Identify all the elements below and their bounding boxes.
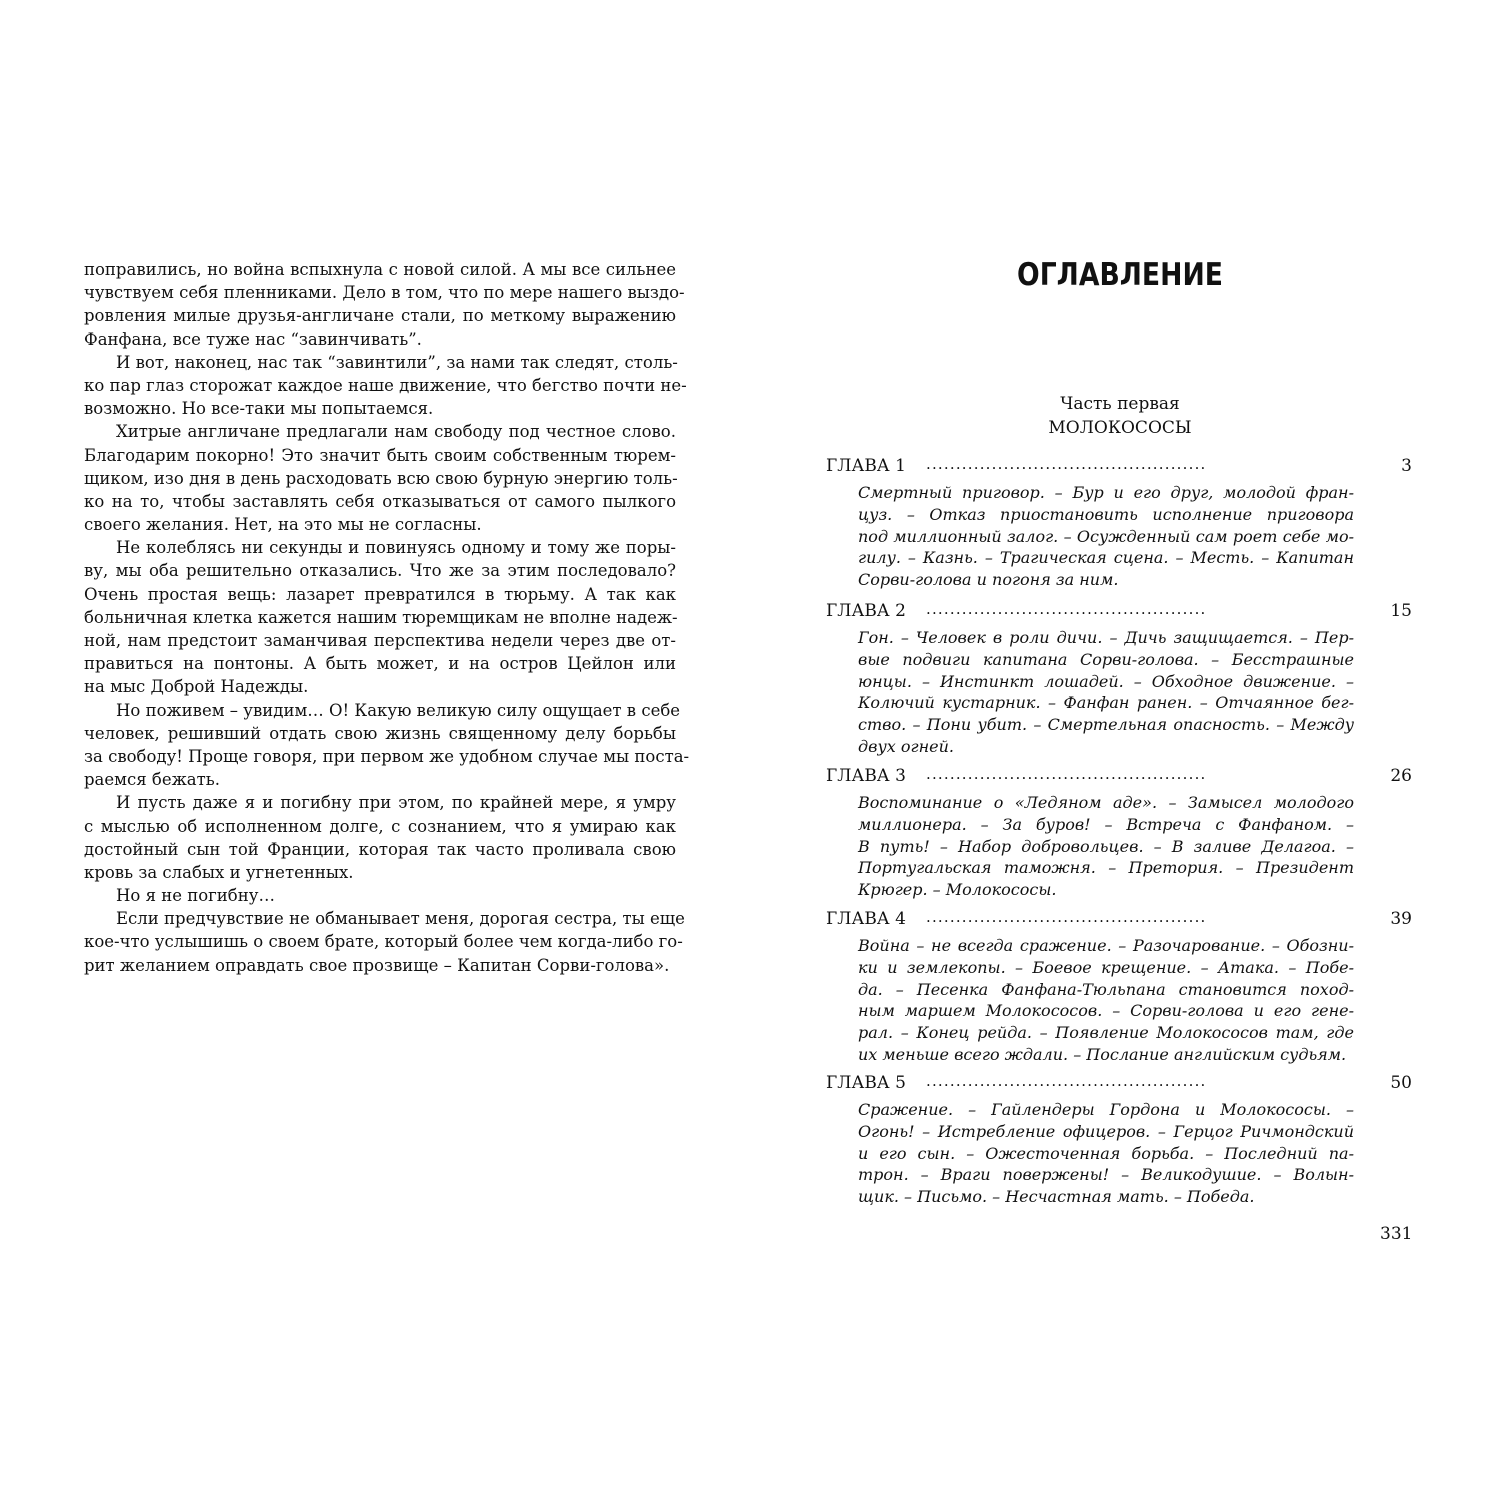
toc-chapter[interactable]: [826, 909, 1412, 1066]
summary-line: юнцы. – Инстинкт лошадей. – Обходное движение. –: [858, 671, 1354, 691]
summary-line: цуз. – Отказ приостановить исполнение приговора: [858, 504, 1354, 524]
text-line: ной, нам предстоит заманчивая перспектива недели через две от-: [84, 631, 676, 650]
text-line: Хитрые англичане предлагали нам свободу под честное слово.: [116, 422, 676, 442]
chapter-label: ГЛАВА 4: [826, 909, 906, 929]
text-line: щиком, изо дня в день расходовать всю свою бурную энергию толь-: [84, 468, 678, 488]
dot-leader: ...............................................: [926, 908, 1207, 926]
text-line: за свободу! Проще говоря, при первом же удобном случае мы поста-: [84, 746, 690, 766]
dot-leader: ...............................................: [926, 600, 1207, 618]
summary-line: да. – Песенка Фанфана-Тюльпана становится поход-: [858, 979, 1354, 999]
summary-line: Сражение. – Гайлендеры Гордона и Молокососы. –: [858, 1100, 1354, 1119]
chapter-heading[interactable]: [826, 766, 1412, 792]
text-line: человек, решивший отдать свою жизнь священному делу борьбы: [84, 723, 676, 743]
chapter-heading[interactable]: [826, 1073, 1412, 1099]
summary-line: Сорви-голова и погоня за ним.: [858, 570, 1119, 590]
chapter-summary: [858, 935, 1354, 1066]
chapter-summary: [858, 792, 1354, 901]
chapter-label: ГЛАВА 3: [826, 766, 906, 786]
summary-line: гилу. – Казнь. – Трагическая сцена. – Месть. – Капитан: [858, 548, 1354, 568]
toc-chapter[interactable]: [826, 1073, 1412, 1208]
chapter-summary: [858, 627, 1354, 758]
text-line: больничная клетка кажется нашим тюремщикам не вполне надеж-: [84, 607, 678, 627]
text-line: кровь за слабых и угнетенных.: [84, 862, 354, 882]
dot-leader: ...............................................: [926, 1072, 1207, 1090]
page-number: 331: [1380, 1224, 1413, 1244]
summary-line: ство. – Пони убит. – Смертельная опасность. – Между: [858, 715, 1354, 735]
chapter-page-number: 39: [1390, 909, 1412, 929]
text-line: рит желанием оправдать свое прозвище – Капитан Сорви-голова».: [84, 955, 670, 975]
summary-line: Смертный приговор. – Бур и его друг, молодой фран-: [858, 483, 1354, 502]
text-line: поправились, но война вспыхнула с новой силой. А мы все сильнее: [84, 260, 676, 279]
dot-leader: ...............................................: [926, 455, 1207, 473]
chapter-label: ГЛАВА 5: [826, 1073, 906, 1093]
summary-line: Португальская таможня. – Претория. – Президент: [858, 858, 1354, 878]
text-line: достойный сын той Франции, которая так часто проливала свою: [84, 839, 676, 859]
chapter-label: ГЛАВА 1: [826, 456, 906, 476]
text-line: Не колеблясь ни секунды и повинуясь одному и тому же поры-: [116, 538, 676, 558]
toc-title: ОГЛАВЛЕНИЕ: [1017, 257, 1223, 293]
text-line: правиться на понтоны. А быть может, и на остров Цейлон или: [84, 654, 676, 674]
summary-line: миллионера. – За буров! – Встреча с Фанфаном. –: [858, 814, 1354, 834]
text-line: на мыс Доброй Надежды.: [84, 677, 309, 697]
text-line: своего желания. Нет, на это мы не согласны.: [84, 515, 482, 535]
summary-line: ным маршем Молокососов. – Сорви-голова и его гене-: [858, 1001, 1354, 1021]
summary-line: под миллионный залог. – Осужденный сам роет себе мо-: [858, 526, 1354, 546]
chapter-heading[interactable]: [826, 456, 1412, 482]
summary-line: Колючий кустарник. – Фанфан ранен. – Отчаянное бег-: [858, 693, 1354, 713]
left-page-text: [84, 258, 690, 977]
text-line: Но поживем – увидим… О! Какую великую силу ощущает в себе: [116, 700, 681, 720]
text-line: ровления милые друзья-англичане стали, по меткому выражению: [84, 306, 676, 326]
chapter-summary: [858, 482, 1354, 591]
summary-line: Война – не всегда сражение. – Разочарование. – Обозни-: [858, 936, 1354, 955]
chapter-page-number: 15: [1390, 601, 1412, 621]
text-line: Фанфана, все туже нас “завинчивать”.: [84, 329, 422, 349]
part-label: Часть первая: [1060, 394, 1180, 414]
text-line: возможно. Но все-таки мы попытаемся.: [84, 399, 434, 419]
text-line: Очень простая вещь: лазарет превратился в тюрьму. А так как: [84, 584, 676, 604]
text-line: с мыслью об исполненном долге, с сознанием, что я умираю как: [84, 816, 676, 836]
summary-line: ки и землекопы. – Боевое крещение. – Атака. – Побе-: [858, 957, 1354, 977]
text-line: ко на то, чтобы заставлять себя отказываться от самого пылкого: [84, 491, 676, 511]
text-line: И вот, наконец, нас так “завинтили”, за нами так следят, столь-: [116, 352, 678, 372]
summary-line: Крюгер. – Молокососы.: [858, 880, 1057, 900]
dot-leader: ...............................................: [926, 765, 1207, 783]
text-line: Но я не погибну…: [116, 886, 275, 906]
chapter-page-number: 50: [1390, 1073, 1412, 1093]
toc-chapter[interactable]: [826, 766, 1412, 901]
text-line: И пусть даже я и погибну при этом, по крайней мере, я умру: [116, 793, 676, 813]
text-line: кое-что услышишь о своем брате, который более чем когда-либо го-: [84, 932, 683, 952]
text-line: ко пар глаз сторожат каждое наше движение, что бегство почти не-: [84, 375, 687, 395]
summary-line: двух огней.: [858, 736, 954, 756]
summary-line: Гон. – Человек в роли дичи. – Дичь защищается. – Пер-: [858, 628, 1354, 647]
text-line: раемся бежать.: [84, 770, 220, 790]
part-title: МОЛОКОСОСЫ: [1048, 418, 1192, 438]
text-line: Если предчувствие не обманывает меня, дорогая сестра, ты еще: [116, 909, 685, 929]
toc-chapter[interactable]: [826, 601, 1412, 758]
summary-line: трон. – Враги повержены! – Великодушие. – Волын-: [858, 1165, 1354, 1185]
chapter-heading[interactable]: [826, 601, 1412, 627]
summary-line: вые подвиги капитана Сорви-голова. – Бесстрашные: [858, 649, 1354, 669]
summary-line: В путь! – Набор добровольцев. – В заливе Делагоа. –: [858, 836, 1354, 856]
chapter-summary: [858, 1099, 1354, 1208]
text-line: Благодарим покорно! Это значит быть своим собственным тюрем-: [84, 445, 676, 465]
chapter-label: ГЛАВА 2: [826, 601, 906, 621]
summary-line: Огонь! – Истребление офицеров. – Герцог Ричмондский: [858, 1121, 1354, 1141]
chapter-page-number: 3: [1401, 456, 1412, 476]
summary-line: их меньше всего ждали. – Послание английским судьям.: [858, 1044, 1347, 1064]
summary-line: рал. – Конец рейда. – Появление Молокососов там, где: [858, 1023, 1354, 1043]
summary-line: и его сын. – Ожесточенная борьба. – Последний па-: [858, 1143, 1354, 1163]
chapter-page-number: 26: [1390, 766, 1412, 786]
text-line: ву, мы оба решительно отказались. Что же за этим последовало?: [84, 561, 676, 581]
summary-line: Воспоминание о «Ледяном аде». – Замысел молодого: [858, 793, 1354, 812]
text-line: чувствуем себя пленниками. Дело в том, что по мере нашего выздо-: [84, 283, 685, 303]
toc-chapter[interactable]: [826, 456, 1412, 591]
chapter-heading[interactable]: [826, 909, 1412, 935]
summary-line: щик. – Письмо. – Несчастная мать. – Победа.: [858, 1187, 1255, 1207]
